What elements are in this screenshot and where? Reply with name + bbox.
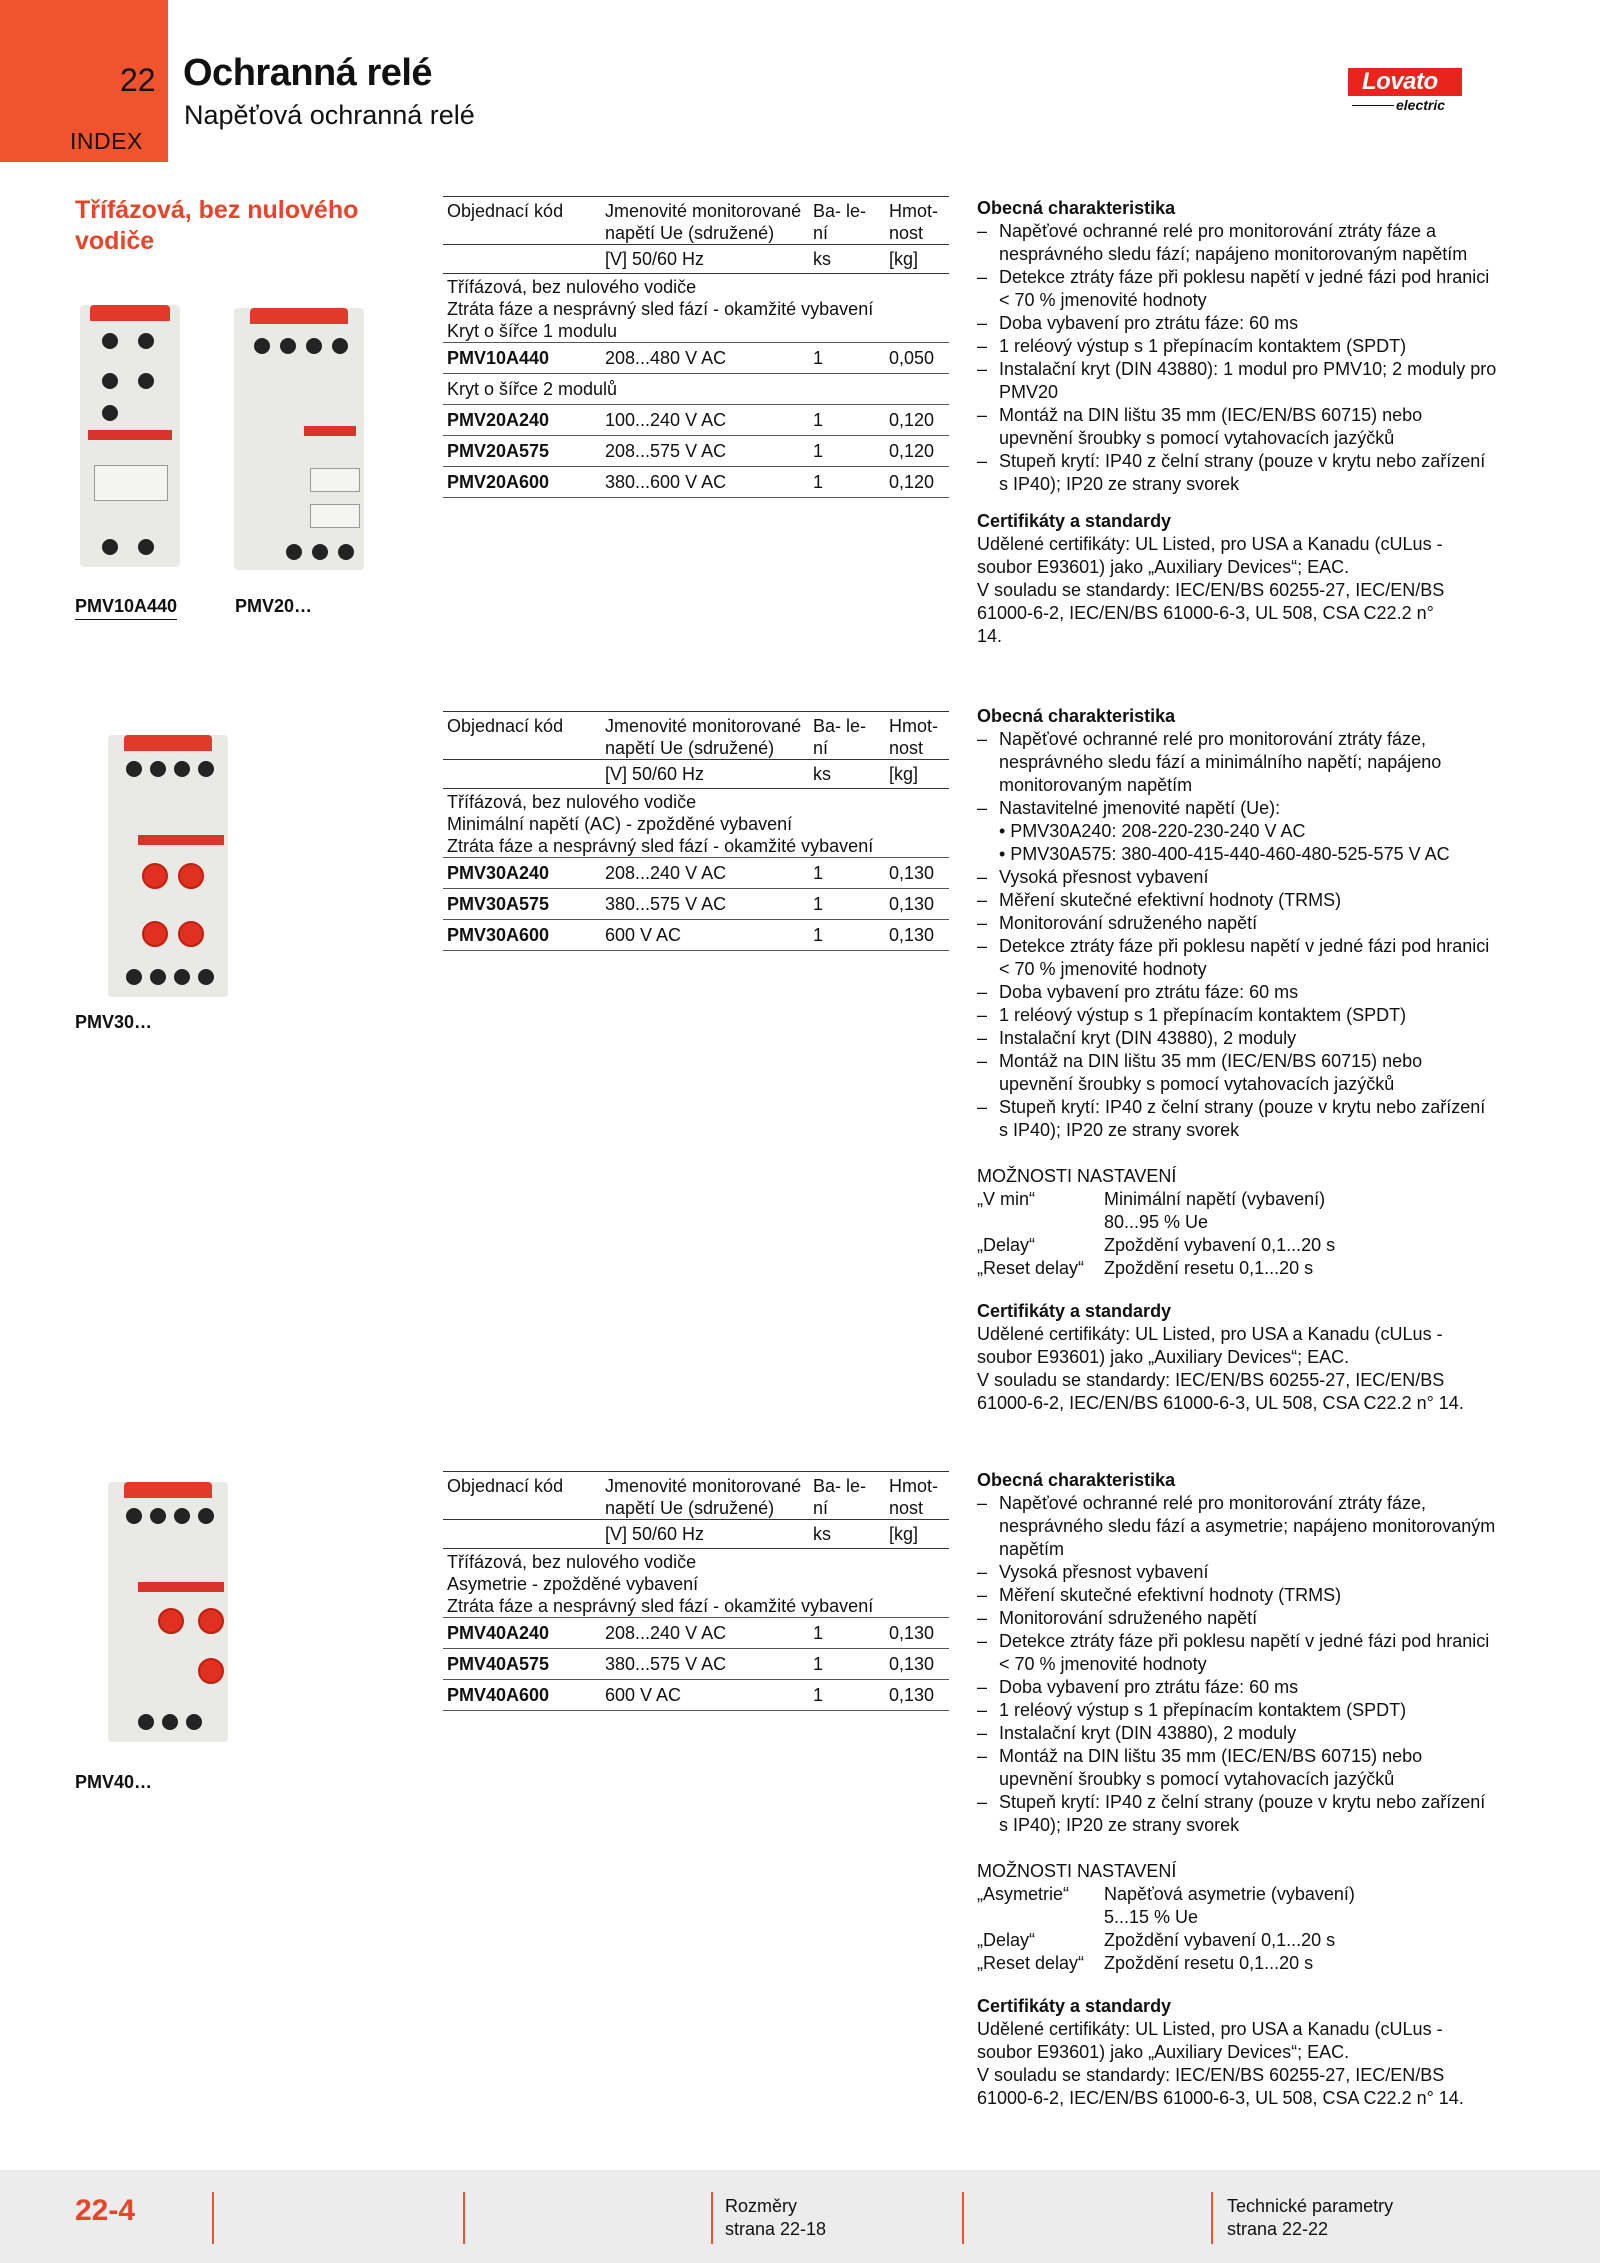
unit-weight: [kg] <box>885 1520 949 1549</box>
table-row <box>443 467 949 498</box>
list-item: – 1 reléový výstup s 1 přepínacím kontaktem (SPDT) <box>977 1699 1497 1722</box>
list-item: – Monitorování sdruženého napětí <box>977 1607 1497 1630</box>
weight: 0,130 <box>885 889 949 920</box>
weight: 0,130 <box>885 920 949 951</box>
weight: 0,130 <box>885 858 949 889</box>
setting-row: 80...95 % Ue <box>1104 1212 1209 1232</box>
list-item: – Detekce ztráty fáze při poklesu napětí v jedné fázi pod hranici < 70 % jmenovité hodnoty <box>977 266 1497 312</box>
pack: 1 <box>809 1649 885 1680</box>
certificates-heading: Certifikáty a standardy <box>977 1996 1172 2016</box>
weight: 0,120 <box>885 436 949 467</box>
table-row <box>443 405 949 436</box>
col-pack: Ba- le- ní <box>809 712 885 760</box>
pack: 1 <box>809 858 885 889</box>
order-code: PMV20A600 <box>443 467 601 498</box>
characteristics-2 <box>977 705 1497 1415</box>
pack: 1 <box>809 920 885 951</box>
list-item: – Nastavitelné jmenovité napětí (Ue): <box>977 797 1497 820</box>
product-image-pmv10 <box>80 305 180 567</box>
page-title: Ochranná relé <box>183 52 433 94</box>
list-item: – Napěťové ochranné relé pro monitorování ztráty fáze, nesprávného sledu fází a minimálního napětí; napájeno monitorovaným napětím <box>977 728 1497 797</box>
product-label-pmv20: PMV20… <box>235 596 313 616</box>
product-label-pmv40: PMV40… <box>75 1772 153 1792</box>
col-order-code: Objednací kód <box>443 712 601 760</box>
col-voltage: Jmenovité monitorované napětí Ue (sdružené) <box>601 197 809 245</box>
list-item: – Doba vybavení pro ztrátu fáze: 60 ms <box>977 312 1497 335</box>
order-code: PMV20A575 <box>443 436 601 467</box>
list-item: – Doba vybavení pro ztrátu fáze: 60 ms <box>977 981 1497 1004</box>
order-code: PMV30A600 <box>443 920 601 951</box>
order-table-1 <box>443 196 949 498</box>
unit-pack: ks <box>809 1520 885 1549</box>
col-voltage: Jmenovité monitorované napětí Ue (sdružené) <box>601 712 809 760</box>
list-item: – Měření skutečné efektivní hodnoty (TRMS) <box>977 1584 1497 1607</box>
list-item: – Stupeň krytí: IP40 z čelní strany (pouze v krytu nebo zařízení s IP40); IP20 ze strany svorek <box>977 1096 1497 1142</box>
col-weight: Hmot- nost <box>885 712 949 760</box>
setting-row: „Asymetrie“ Napěťová asymetrie (vybavení) <box>977 1884 1355 1904</box>
ref-dimensions-link[interactable]: Rozměry strana 22-18 <box>725 2196 827 2239</box>
section-title: Třífázová, bez nulového vodiče <box>75 196 359 255</box>
weight: 0,130 <box>885 1680 949 1711</box>
list-item: – Napěťové ochranné relé pro monitorování ztráty fáze a nesprávného sledu fází; napájeno monitorovaným napětím <box>977 220 1497 266</box>
footer-divider <box>962 2192 964 2244</box>
order-code: PMV30A575 <box>443 889 601 920</box>
order-code: PMV10A440 <box>443 343 601 374</box>
page-number: 22-4 <box>75 2194 136 2227</box>
logo-text: Lovato <box>1362 68 1438 95</box>
voltage: 600 V AC <box>601 1680 809 1711</box>
certificates-text: Udělené certifikáty: UL Listed, pro USA a Kanadu (cULus - soubor E93601) jako „Auxiliary Devices“; EAC. V souladu se standardy: IEC/EN/BS 60255-27, IEC/EN/BS 61000-6-2, IEC/EN/BS 61000-6-3, UL 508, CSA C22.2 n° 14. <box>977 2019 1464 2108</box>
col-weight: Hmot- nost <box>885 197 949 245</box>
product-image-pmv20 <box>234 308 364 570</box>
list-item: – Vysoká přesnost vybavení <box>977 1561 1497 1584</box>
list-item: – Monitorování sdruženého napětí <box>977 912 1497 935</box>
setting-row: „Delay“ Zpoždění vybavení 0,1...20 s <box>977 1930 1336 1950</box>
table-row <box>443 889 949 920</box>
unit-pack: ks <box>809 245 885 274</box>
product-label-pmv30: PMV30… <box>75 1012 153 1032</box>
col-voltage: Jmenovité monitorované napětí Ue (sdružené) <box>601 1472 809 1520</box>
list-item: – Detekce ztráty fáze při poklesu napětí v jedné fázi pod hranici < 70 % jmenovité hodnoty <box>977 935 1497 981</box>
list-item: – 1 reléový výstup s 1 přepínacím kontaktem (SPDT) <box>977 335 1497 358</box>
certificates-text: Udělené certifikáty: UL Listed, pro USA a Kanadu (cULus - soubor E93601) jako „Auxiliary Devices“; EAC. V souladu se standardy: IEC/EN/BS 60255-27, IEC/EN/BS 61000-6-2, IEC/EN/BS 61000-6-3, UL 508, CSA C22.2 n° 14. <box>977 534 1445 646</box>
page-subtitle: Napěťová ochranná relé <box>184 100 475 130</box>
order-code: PMV40A240 <box>443 1618 601 1649</box>
table-row <box>443 436 949 467</box>
unit-pack: ks <box>809 760 885 789</box>
col-order-code: Objednací kód <box>443 1472 601 1520</box>
weight: 0,120 <box>885 405 949 436</box>
list-item: – Montáž na DIN lištu 35 mm (IEC/EN/BS 60715) nebo upevnění šroubky s pomocí vytahovacích jazýčků <box>977 1745 1497 1791</box>
product-image-pmv40 <box>108 1482 228 1742</box>
category-text: Třífázová, bez nulového vodiče Ztráta fáze a nesprávný sled fází - okamžité vybavení Kryt o šířce 1 modulu <box>447 277 874 341</box>
chapter-number: 22 <box>120 62 156 98</box>
characteristics-3 <box>977 1469 1497 2110</box>
voltage: 208...480 V AC <box>601 343 809 374</box>
voltage: 600 V AC <box>601 920 809 951</box>
list-item: – Stupeň krytí: IP40 z čelní strany (pouze v krytu nebo zařízení s IP40); IP20 ze strany svorek <box>977 450 1497 496</box>
unit-voltage: [V] 50/60 Hz <box>601 760 809 789</box>
voltage: 100...240 V AC <box>601 405 809 436</box>
setting-row: „Reset delay“ Zpoždění resetu 0,1...20 s <box>977 1953 1314 1973</box>
unit-weight: [kg] <box>885 245 949 274</box>
voltage: 208...240 V AC <box>601 858 809 889</box>
order-table-2 <box>443 711 949 951</box>
table-row <box>443 858 949 889</box>
table-row <box>443 1680 949 1711</box>
list-item: – Napěťové ochranné relé pro monitorování ztráty fáze, nesprávného sledu fází a asymetrie; napájeno monitorovaným napětím <box>977 1492 1497 1561</box>
list-item: – Stupeň krytí: IP40 z čelní strany (pouze v krytu nebo zařízení s IP40); IP20 ze strany svorek <box>977 1791 1497 1837</box>
pack: 1 <box>809 467 885 498</box>
voltage: 380...575 V AC <box>601 889 809 920</box>
product-label-pmv10a440: PMV10A440 <box>75 596 177 620</box>
list-item: – 1 reléový výstup s 1 přepínacím kontaktem (SPDT) <box>977 1004 1497 1027</box>
logo-subtext: electric <box>1396 97 1446 113</box>
order-code: PMV40A600 <box>443 1680 601 1711</box>
voltage: 208...575 V AC <box>601 436 809 467</box>
order-code: PMV40A575 <box>443 1649 601 1680</box>
table-row <box>443 920 949 951</box>
list-item: – Detekce ztráty fáze při poklesu napětí v jedné fázi pod hranici < 70 % jmenovité hodnoty <box>977 1630 1497 1676</box>
pack: 1 <box>809 436 885 467</box>
lovato-logo <box>1348 68 1462 114</box>
list-item: – Montáž na DIN lištu 35 mm (IEC/EN/BS 60715) nebo upevnění šroubky s pomocí vytahovacích jazýčků <box>977 1050 1497 1096</box>
voltage: 208...240 V AC <box>601 1618 809 1649</box>
col-order-code: Objednací kód <box>443 197 601 245</box>
col-pack: Ba- le- ní <box>809 197 885 245</box>
order-code: PMV20A240 <box>443 405 601 436</box>
list-item: – Instalační kryt (DIN 43880), 2 moduly <box>977 1027 1497 1050</box>
setting-row: 5...15 % Ue <box>1104 1907 1199 1927</box>
footer-divider <box>711 2192 713 2244</box>
category-text: Třífázová, bez nulového vodiče Minimální napětí (AC) - zpožděné vybavení Ztráta fáze a nesprávný sled fází - okamžité vybavení <box>447 792 874 856</box>
order-table-3 <box>443 1471 949 1711</box>
list-subitem: • PMV30A575: 380-400-415-440-460-480-525-575 V AC <box>999 844 1450 864</box>
category-text: Kryt o šířce 2 modulů <box>443 374 949 405</box>
list-item: – Instalační kryt (DIN 43880): 1 modul pro PMV10; 2 moduly pro PMV20 <box>977 358 1497 404</box>
pack: 1 <box>809 405 885 436</box>
voltage: 380...575 V AC <box>601 1649 809 1680</box>
list-item: – Montáž na DIN lištu 35 mm (IEC/EN/BS 60715) nebo upevnění šroubky s pomocí vytahovacích jazýčků <box>977 404 1497 450</box>
certificates-text: Udělené certifikáty: UL Listed, pro USA a Kanadu (cULus - soubor E93601) jako „Auxiliary Devices“; EAC. V souladu se standardy: IEC/EN/BS 60255-27, IEC/EN/BS 61000-6-2, IEC/EN/BS 61000-6-3, UL 508, CSA C22.2 n° 14. <box>977 1324 1464 1413</box>
list-item: – Měření skutečné efektivní hodnoty (TRMS) <box>977 889 1497 912</box>
setting-row: „Delay“ Zpoždění vybavení 0,1...20 s <box>977 1235 1336 1255</box>
footer-divider <box>212 2192 214 2244</box>
list-item: – Vysoká přesnost vybavení <box>977 866 1497 889</box>
setting-row: „V min“ Minimální napětí (vybavení) <box>977 1189 1326 1209</box>
characteristics-heading: Obecná charakteristika <box>977 1470 1176 1490</box>
weight: 0,120 <box>885 467 949 498</box>
unit-weight: [kg] <box>885 760 949 789</box>
table-row <box>443 1618 949 1649</box>
col-weight: Hmot- nost <box>885 1472 949 1520</box>
table-row <box>443 1649 949 1680</box>
pack: 1 <box>809 1618 885 1649</box>
list-subitem: • PMV30A240: 208-220-230-240 V AC <box>999 821 1306 841</box>
order-code: PMV30A240 <box>443 858 601 889</box>
pack: 1 <box>809 889 885 920</box>
unit-voltage: [V] 50/60 Hz <box>601 1520 809 1549</box>
characteristics-heading: Obecná charakteristika <box>977 706 1176 726</box>
certificates-heading: Certifikáty a standardy <box>977 1301 1172 1321</box>
certificates-heading: Certifikáty a standardy <box>977 511 1172 531</box>
list-item: – Doba vybavení pro ztrátu fáze: 60 ms <box>977 1676 1497 1699</box>
pack: 1 <box>809 343 885 374</box>
ref-technical-link[interactable]: Technické parametry strana 22-22 <box>1227 2196 1394 2239</box>
index-link[interactable]: INDEX <box>70 128 143 154</box>
weight: 0,050 <box>885 343 949 374</box>
col-pack: Ba- le- ní <box>809 1472 885 1520</box>
characteristics-1 <box>977 197 1497 648</box>
weight: 0,130 <box>885 1649 949 1680</box>
category-text: Třífázová, bez nulového vodiče Asymetrie - zpožděné vybavení Ztráta fáze a nesprávný sled fází - okamžité vybavení <box>447 1552 874 1616</box>
product-image-pmv30 <box>108 735 228 997</box>
footer-divider <box>1211 2192 1213 2244</box>
voltage: 380...600 V AC <box>601 467 809 498</box>
characteristics-heading: Obecná charakteristika <box>977 198 1176 218</box>
settings-heading: MOŽNOSTI NASTAVENÍ <box>977 1166 1177 1186</box>
settings-heading: MOŽNOSTI NASTAVENÍ <box>977 1861 1177 1881</box>
weight: 0,130 <box>885 1618 949 1649</box>
unit-voltage: [V] 50/60 Hz <box>601 245 809 274</box>
list-item: – Instalační kryt (DIN 43880), 2 moduly <box>977 1722 1497 1745</box>
table-row <box>443 343 949 374</box>
footer-divider <box>463 2192 465 2244</box>
setting-row: „Reset delay“ Zpoždění resetu 0,1...20 s <box>977 1258 1314 1278</box>
pack: 1 <box>809 1680 885 1711</box>
